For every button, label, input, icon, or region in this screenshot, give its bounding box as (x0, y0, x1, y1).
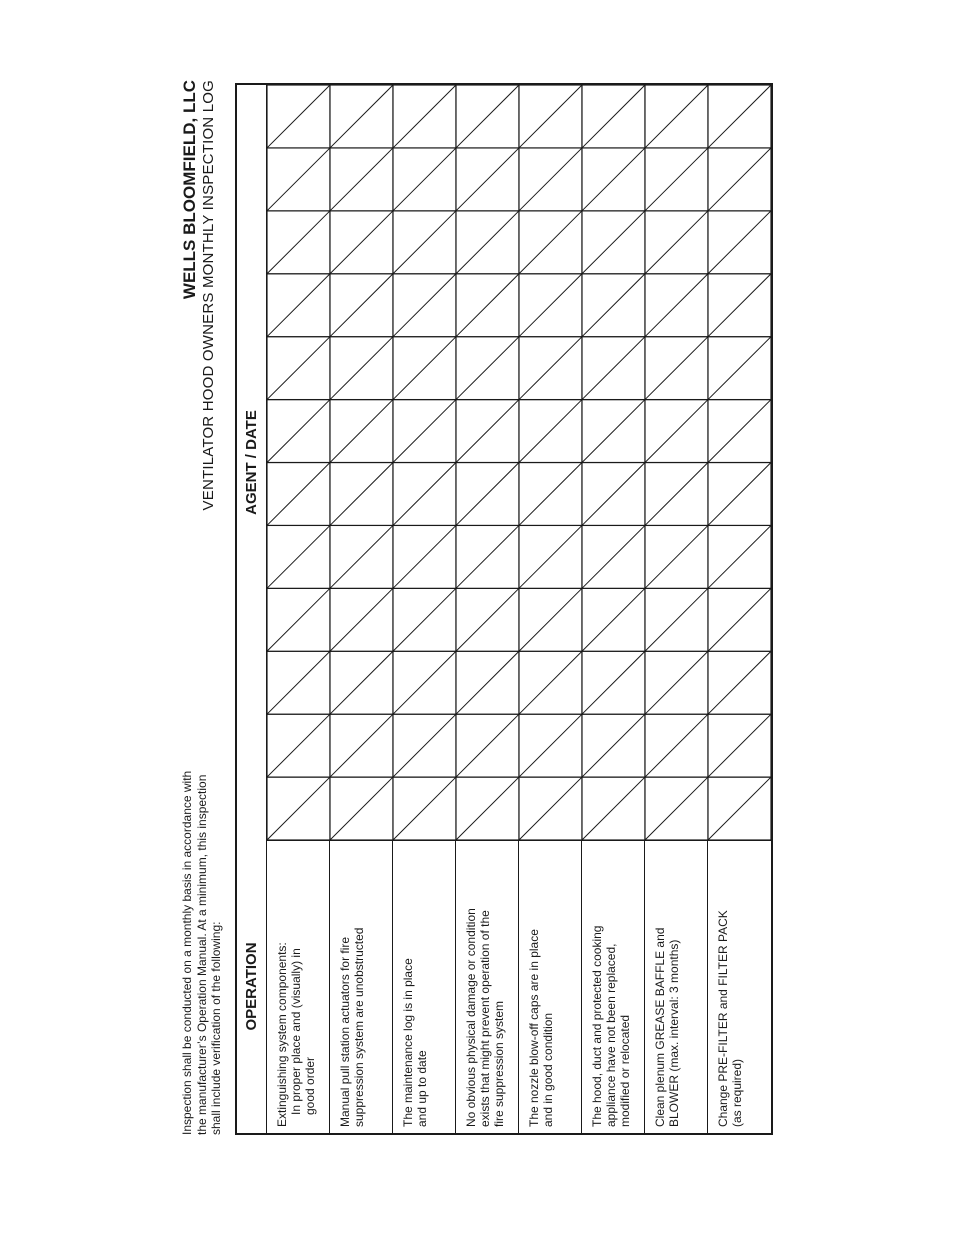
table-row (456, 840, 519, 1133)
agent-date-cell[interactable] (393, 337, 456, 400)
agent-date-cell[interactable] (708, 463, 771, 526)
agent-date-cell[interactable] (456, 463, 519, 526)
agent-date-cell[interactable] (267, 148, 330, 211)
agent-date-cell[interactable] (708, 211, 771, 274)
intro-text (180, 515, 224, 1135)
agent-date-cell[interactable] (456, 85, 519, 148)
agent-date-cell[interactable] (708, 588, 771, 651)
agent-date-cell[interactable] (267, 463, 330, 526)
agent-date-cell[interactable] (267, 274, 330, 337)
agent-date-cell[interactable] (708, 337, 771, 400)
agent-date-cell[interactable] (645, 274, 708, 337)
agent-date-cell[interactable] (456, 400, 519, 463)
agent-date-cell[interactable] (330, 400, 393, 463)
company-name: WELLS BLOOMFIELD, LLC (180, 80, 199, 300)
agent-date-grid (267, 85, 771, 840)
agent-date-cell[interactable] (330, 211, 393, 274)
agent-date-cell[interactable] (582, 714, 645, 777)
operation-text: Change PRE-FILTER and FILTER PACK (716, 910, 730, 1127)
operation-text: Manual pull station actuators for fire (338, 936, 352, 1127)
agent-date-cell[interactable] (708, 714, 771, 777)
agent-date-cell[interactable] (519, 85, 582, 148)
agent-date-cell[interactable] (519, 337, 582, 400)
agent-date-cell[interactable] (267, 211, 330, 274)
table-row (645, 840, 708, 1133)
inspection-table (235, 83, 773, 1135)
agent-date-column-header: AGENT / DATE (242, 410, 260, 515)
operation-text: The nozzle blow-off caps are in place (527, 929, 541, 1127)
agent-date-cell[interactable] (456, 337, 519, 400)
agent-date-cell[interactable] (645, 85, 708, 148)
agent-date-cell[interactable] (708, 85, 771, 148)
agent-date-cell[interactable] (267, 400, 330, 463)
operation-text: Clean plenum GREASE BAFFLE and (653, 927, 667, 1127)
agent-date-cell[interactable] (708, 400, 771, 463)
operation-column-header: OPERATION (242, 942, 260, 1031)
table-row (267, 840, 330, 1133)
agent-date-cell[interactable] (519, 274, 582, 337)
agent-date-cell[interactable] (330, 525, 393, 588)
agent-date-cell[interactable] (708, 525, 771, 588)
agent-date-cell[interactable] (330, 714, 393, 777)
log-title: VENTILATOR HOOD OWNERS MONTHLY INSPECTION LOG (200, 80, 217, 511)
agent-date-cell[interactable] (456, 211, 519, 274)
agent-date-cell[interactable] (708, 651, 771, 714)
agent-date-cell[interactable] (393, 211, 456, 274)
agent-date-cell[interactable] (330, 274, 393, 337)
agent-date-cell[interactable] (645, 777, 708, 840)
agent-date-cell[interactable] (645, 651, 708, 714)
agent-date-cell[interactable] (393, 714, 456, 777)
operation-text: appliance have not been replaced, (604, 943, 618, 1127)
agent-date-cell[interactable] (708, 274, 771, 337)
agent-date-cell[interactable] (645, 525, 708, 588)
agent-date-cell[interactable] (330, 777, 393, 840)
agent-date-cell[interactable] (519, 525, 582, 588)
agent-date-cell[interactable] (519, 400, 582, 463)
operation-text: The maintenance log is in place (401, 958, 415, 1127)
operation-text: and in good condition (541, 1012, 555, 1127)
agent-date-cell[interactable] (582, 337, 645, 400)
agent-date-cell[interactable] (645, 588, 708, 651)
table-row (330, 840, 393, 1133)
agent-date-cell[interactable] (708, 777, 771, 840)
table-row (708, 840, 771, 1133)
agent-date-cell[interactable] (393, 148, 456, 211)
operation-text: Extinguishing system components: (275, 942, 289, 1127)
agent-date-cell[interactable] (519, 148, 582, 211)
agent-date-cell[interactable] (330, 463, 393, 526)
table-row (393, 840, 456, 1133)
operation-text: modified or relocated (618, 1014, 632, 1127)
agent-date-cell[interactable] (582, 777, 645, 840)
operation-text: exists that might prevent operation of the (478, 910, 492, 1127)
agent-date-cell[interactable] (456, 525, 519, 588)
agent-date-cell[interactable] (393, 400, 456, 463)
operation-text: The hood, duct and protected cooking (590, 925, 604, 1127)
operation-text: No obvious physical damage or condition (464, 908, 478, 1127)
agent-date-cell[interactable] (582, 211, 645, 274)
agent-date-cell[interactable] (330, 337, 393, 400)
agent-date-cell[interactable] (582, 463, 645, 526)
agent-date-cell[interactable] (582, 400, 645, 463)
agent-date-cell[interactable] (267, 651, 330, 714)
agent-date-cell[interactable] (582, 148, 645, 211)
agent-date-cell[interactable] (519, 463, 582, 526)
agent-date-cell[interactable] (645, 714, 708, 777)
agent-date-cell[interactable] (582, 588, 645, 651)
agent-date-cell[interactable] (393, 85, 456, 148)
agent-date-cell[interactable] (456, 651, 519, 714)
operation-text: and up to date (415, 1050, 429, 1127)
title-block (180, 80, 218, 510)
agent-date-cell[interactable] (582, 525, 645, 588)
agent-date-cell[interactable] (267, 588, 330, 651)
agent-date-cell[interactable] (330, 148, 393, 211)
agent-date-cell[interactable] (456, 714, 519, 777)
agent-date-cell[interactable] (582, 651, 645, 714)
operation-text: In proper place and (visually) in (289, 948, 303, 1115)
operation-text: (as required) (730, 1058, 744, 1127)
agent-date-cell[interactable] (393, 588, 456, 651)
table-row (582, 840, 645, 1133)
agent-date-cell[interactable] (267, 337, 330, 400)
agent-date-cell[interactable] (645, 211, 708, 274)
agent-date-cell[interactable] (708, 148, 771, 211)
intro-line: the manufacturer’s Operation Manual. At a minimum, this inspection (194, 774, 209, 1135)
inspection-log-sheet (180, 80, 774, 1135)
agent-date-cell[interactable] (393, 777, 456, 840)
agent-date-cell[interactable] (645, 337, 708, 400)
agent-date-cell[interactable] (267, 85, 330, 148)
agent-date-cell[interactable] (519, 211, 582, 274)
agent-date-cell[interactable] (393, 525, 456, 588)
agent-date-cell[interactable] (519, 777, 582, 840)
agent-date-cell[interactable] (456, 148, 519, 211)
agent-date-cell[interactable] (456, 777, 519, 840)
agent-date-cell[interactable] (267, 525, 330, 588)
operation-text: suppression system are unobstructed (352, 927, 366, 1127)
agent-date-cell[interactable] (582, 85, 645, 148)
agent-date-cell[interactable] (645, 400, 708, 463)
agent-date-cell[interactable] (519, 651, 582, 714)
agent-date-cell[interactable] (267, 714, 330, 777)
agent-date-cell[interactable] (456, 274, 519, 337)
agent-date-cell[interactable] (393, 463, 456, 526)
agent-date-cell[interactable] (456, 588, 519, 651)
agent-date-cell[interactable] (582, 274, 645, 337)
table-header-row (237, 85, 267, 1133)
intro-line: Inspection shall be conducted on a monthly basis in accordance with (180, 770, 194, 1135)
agent-date-cell[interactable] (393, 651, 456, 714)
intro-line: shall include verification of the following: (209, 921, 223, 1135)
agent-date-cell[interactable] (393, 274, 456, 337)
operation-text: good order (303, 1056, 317, 1115)
agent-date-cell[interactable] (645, 463, 708, 526)
agent-date-cell[interactable] (267, 777, 330, 840)
agent-date-cell[interactable] (645, 148, 708, 211)
agent-date-cell[interactable] (330, 85, 393, 148)
operation-text: fire suppression system (492, 1000, 506, 1127)
agent-date-cell[interactable] (519, 714, 582, 777)
operation-text: BLOWER (max. interval: 3 months) (667, 939, 681, 1127)
agent-date-cell[interactable] (330, 588, 393, 651)
agent-date-cell[interactable] (519, 588, 582, 651)
table-row (519, 840, 582, 1133)
agent-date-cell[interactable] (330, 651, 393, 714)
